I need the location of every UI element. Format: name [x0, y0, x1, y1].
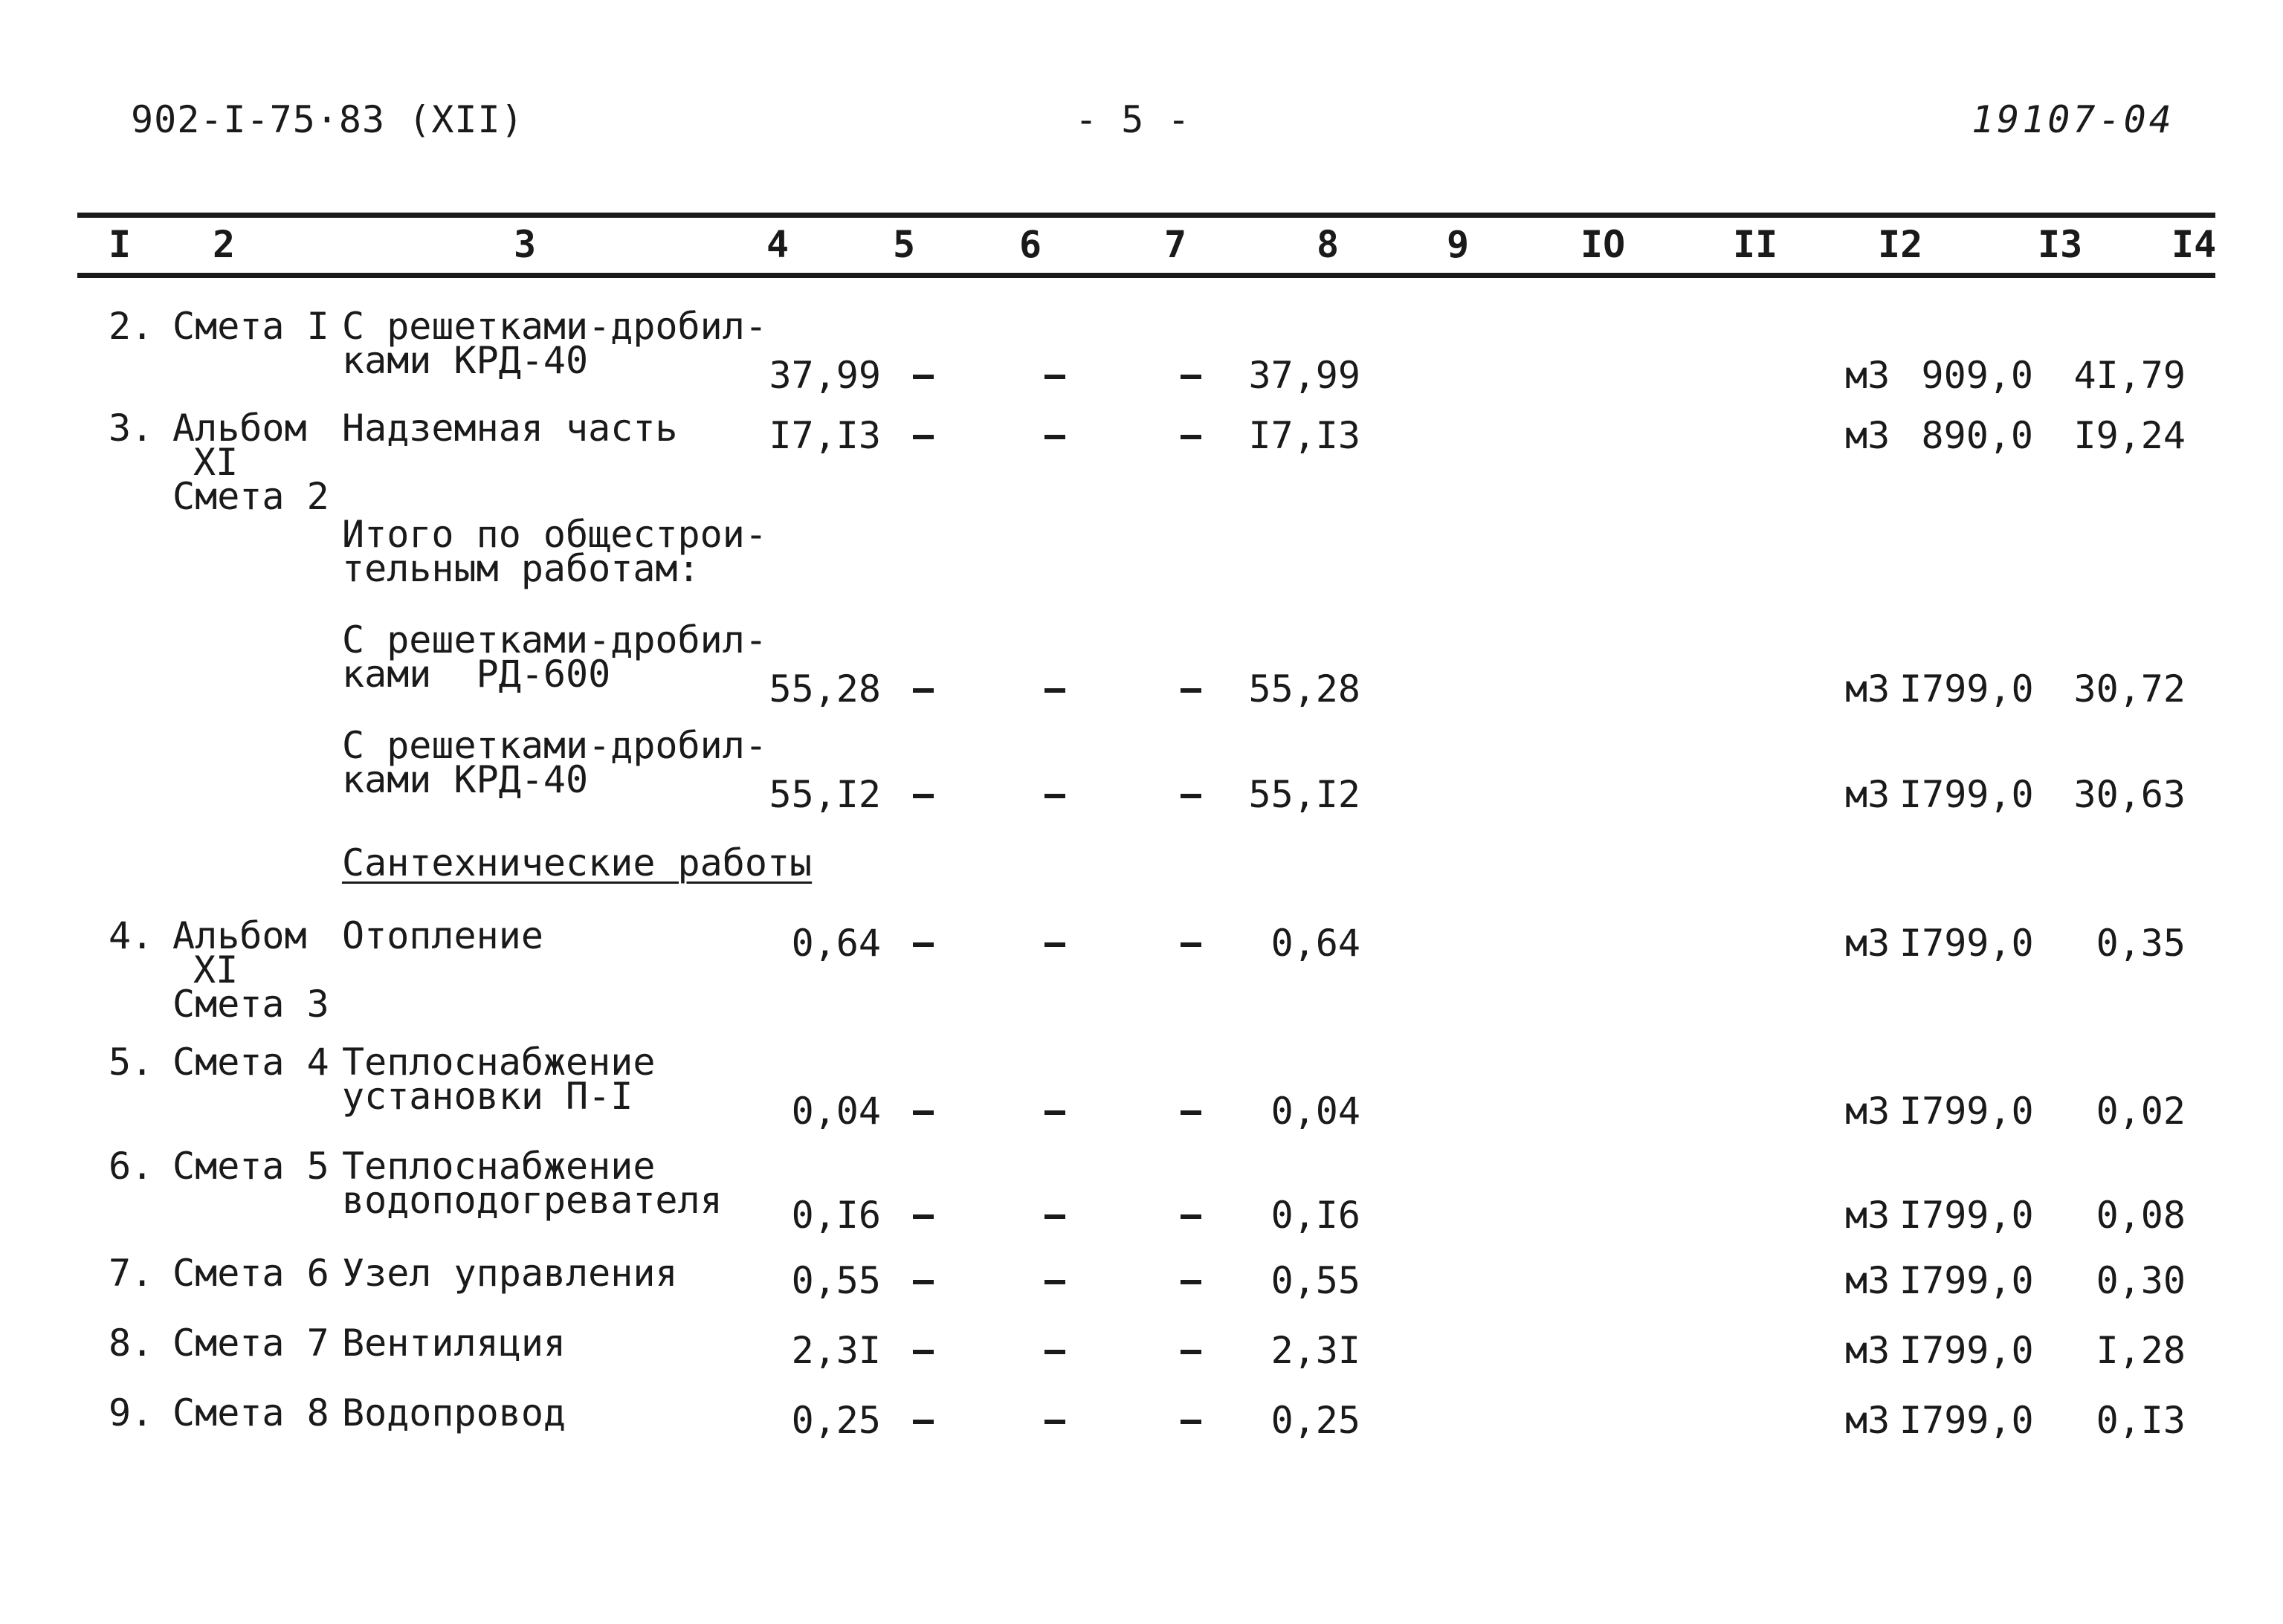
item-description: С решетками-дробил- ками РД-600: [342, 618, 767, 696]
value-col14: 0,I3: [2096, 1399, 2186, 1442]
column-header-1: I: [109, 223, 132, 266]
item-description: Водопровод: [342, 1391, 566, 1434]
unit-col12: м3: [1845, 414, 1890, 457]
dash-col6: [1044, 688, 1065, 693]
row-number: 2.: [109, 305, 154, 348]
item-description: С решетками-дробил- ками КРД-40: [342, 305, 767, 382]
page-number: - 5 -: [1075, 98, 1191, 141]
column-header-3: 3: [514, 223, 537, 266]
estimate-reference: Смета 8: [172, 1391, 329, 1434]
row-number: 6.: [109, 1145, 154, 1188]
table-header-rule: [77, 273, 2215, 278]
row-number: 4.: [109, 914, 154, 957]
estimate-reference: Смета 6: [172, 1252, 329, 1295]
value-col4: 0,25: [791, 1399, 881, 1442]
dash-col5: [913, 1420, 934, 1424]
column-header-5: 5: [893, 223, 916, 266]
document-code: 902-I-75·83 (XII): [131, 98, 524, 141]
row-number: 8.: [109, 1321, 154, 1365]
value-col8: 55,I2: [1248, 773, 1360, 816]
inventory-number: 19107-04: [1972, 98, 2174, 141]
estimate-reference: Смета 4: [172, 1041, 329, 1084]
value-col4: 55,28: [769, 667, 881, 711]
unit-col12: м3: [1845, 354, 1890, 397]
value-col14: 4I,79: [2073, 354, 2186, 397]
dash-col5: [913, 435, 934, 439]
row-number: 5.: [109, 1041, 154, 1084]
value-col13: 890,0: [1921, 414, 2033, 457]
dash-col5: [913, 1280, 934, 1284]
dash-col6: [1044, 1214, 1065, 1219]
row-number: 7.: [109, 1252, 154, 1295]
dash-col6: [1044, 1110, 1065, 1115]
column-header-7: 7: [1164, 223, 1187, 266]
value-col13: 909,0: [1921, 354, 2033, 397]
column-header-12: I2: [1878, 223, 1923, 266]
estimate-reference: XI: [193, 948, 239, 991]
column-header-6: 6: [1019, 223, 1042, 266]
column-header-10: IO: [1580, 223, 1626, 266]
dash-col5: [913, 375, 934, 379]
unit-col12: м3: [1845, 1194, 1890, 1237]
item-description: Надземная часть: [342, 407, 678, 450]
value-col14: 0,08: [2096, 1194, 2186, 1237]
dash-col7: [1181, 435, 1201, 439]
table-top-rule: [77, 213, 2215, 218]
value-col13: I799,0: [1899, 773, 2034, 816]
dash-col6: [1044, 435, 1065, 439]
value-col14: 0,35: [2096, 922, 2186, 965]
estimate-reference: Альбом: [172, 914, 307, 957]
dash-col7: [1181, 1350, 1201, 1354]
value-col8: 55,28: [1248, 667, 1360, 711]
value-col4: 0,I6: [791, 1194, 881, 1237]
item-description: Теплоснабжение установки П-I: [342, 1041, 656, 1118]
dash-col5: [913, 1214, 934, 1219]
value-col14: I9,24: [2073, 414, 2186, 457]
dash-col7: [1181, 1280, 1201, 1284]
dash-col6: [1044, 1280, 1065, 1284]
value-col4: 2,3I: [791, 1329, 881, 1372]
estimate-reference: Смета 2: [172, 475, 329, 518]
value-col14: I,28: [2096, 1329, 2186, 1372]
dash-col5: [913, 942, 934, 947]
item-description: Вентиляция: [342, 1321, 566, 1365]
value-col14: 30,63: [2073, 773, 2186, 816]
value-col14: 0,30: [2096, 1259, 2186, 1302]
value-col4: 0,64: [791, 922, 881, 965]
dash-col7: [1181, 794, 1201, 798]
item-description: С решетками-дробил- ками КРД-40: [342, 724, 767, 801]
value-col8: 2,3I: [1270, 1329, 1360, 1372]
item-description: Отопление: [342, 914, 543, 957]
dash-col6: [1044, 794, 1065, 798]
value-col4: 0,04: [791, 1090, 881, 1133]
value-col4: I7,I3: [769, 414, 881, 457]
item-description: Теплоснабжение водоподогревателя: [342, 1145, 723, 1222]
item-description: Узел управления: [342, 1252, 678, 1295]
unit-col12: м3: [1845, 1259, 1890, 1302]
dash-col6: [1044, 1350, 1065, 1354]
value-col4: 55,I2: [769, 773, 881, 816]
value-col13: I799,0: [1899, 1259, 2034, 1302]
item-description: Итого по общестрои- тельным работам:: [342, 513, 767, 590]
value-col4: 37,99: [769, 354, 881, 397]
column-header-2: 2: [213, 223, 236, 266]
value-col13: I799,0: [1899, 1194, 2034, 1237]
dash-col5: [913, 794, 934, 798]
unit-col12: м3: [1845, 667, 1890, 711]
column-header-11: II: [1733, 223, 1778, 266]
unit-col12: м3: [1845, 1090, 1890, 1133]
value-col13: I799,0: [1899, 667, 2034, 711]
estimate-reference: Смета I: [172, 305, 329, 348]
dash-col6: [1044, 1420, 1065, 1424]
dash-col7: [1181, 1214, 1201, 1219]
value-col14: 0,02: [2096, 1090, 2186, 1133]
column-header-9: 9: [1447, 223, 1470, 266]
estimate-reference: Смета 5: [172, 1145, 329, 1188]
estimate-reference: Смета 7: [172, 1321, 329, 1365]
value-col8: 0,25: [1270, 1399, 1360, 1442]
column-header-13: I3: [2038, 223, 2083, 266]
dash-col5: [913, 1350, 934, 1354]
unit-col12: м3: [1845, 1329, 1890, 1372]
column-header-8: 8: [1317, 223, 1340, 266]
row-number: 9.: [109, 1391, 154, 1434]
dash-col7: [1181, 688, 1201, 693]
dash-col7: [1181, 1110, 1201, 1115]
value-col13: I799,0: [1899, 1399, 2034, 1442]
estimate-reference: Альбом: [172, 407, 307, 450]
value-col13: I799,0: [1899, 1329, 2034, 1372]
unit-col12: м3: [1845, 922, 1890, 965]
section-title: Сантехнические работы: [342, 841, 813, 884]
dash-col7: [1181, 942, 1201, 947]
value-col8: 0,I6: [1270, 1194, 1360, 1237]
unit-col12: м3: [1845, 1399, 1890, 1442]
dash-col7: [1181, 1420, 1201, 1424]
value-col8: I7,I3: [1248, 414, 1360, 457]
estimate-reference: XI: [193, 441, 239, 484]
row-number: 3.: [109, 407, 154, 450]
dash-col6: [1044, 375, 1065, 379]
dash-col5: [913, 688, 934, 693]
value-col13: I799,0: [1899, 922, 2034, 965]
value-col8: 37,99: [1248, 354, 1360, 397]
dash-col6: [1044, 942, 1065, 947]
dash-col5: [913, 1110, 934, 1115]
value-col8: 0,04: [1270, 1090, 1360, 1133]
column-header-14: I4: [2171, 223, 2217, 266]
unit-col12: м3: [1845, 773, 1890, 816]
value-col8: 0,55: [1270, 1259, 1360, 1302]
value-col8: 0,64: [1270, 922, 1360, 965]
column-header-4: 4: [766, 223, 789, 266]
value-col13: I799,0: [1899, 1090, 2034, 1133]
estimate-reference: Смета 3: [172, 983, 329, 1026]
dash-col7: [1181, 375, 1201, 379]
value-col4: 0,55: [791, 1259, 881, 1302]
value-col14: 30,72: [2073, 667, 2186, 711]
